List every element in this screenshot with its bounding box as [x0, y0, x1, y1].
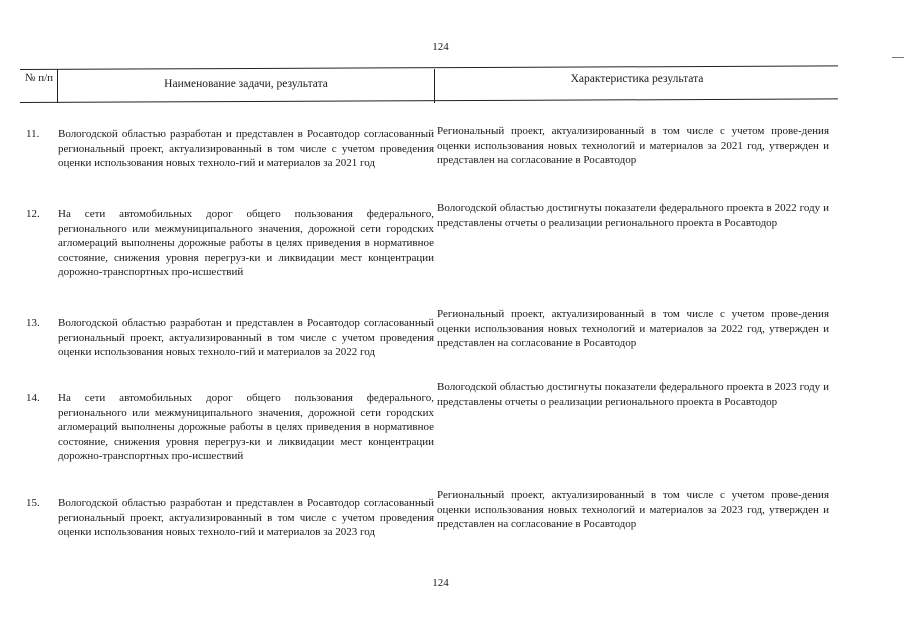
row-task-name: На сети автомобильных дорог общего пользования федерального, регионального или межмуниципального значения, дорожной сети городских агломераций выполнены дорожные работы в целях приведения в нормативное состояние, снижения уровня перегруз-ки и ликвидации мест концентрации дорожно-транспортных про-исшествий — [58, 208, 434, 279]
header-characteristic: Характеристика результата — [570, 73, 704, 85]
row-task-name: Вологодской областью разработан и представлен в Росавтодор согласованный региональный проект, актуализированный в том числе с учетом проведения оценки использования новых техноло-гий и материалов за 2022 год — [58, 317, 434, 359]
row-number: 12. — [26, 208, 40, 220]
row-characteristic: Вологодской областью достигнуты показатели федерального проекта в 2022 году и представлены отчеты о реализации регионального проекта в Росавтодор — [437, 202, 829, 229]
row-number: 15. — [26, 497, 40, 509]
row-number: 11. — [26, 128, 40, 140]
header-number: № п/п — [24, 72, 54, 84]
row-characteristic: Региональный проект, актуализированный в том числе с учетом прове-дения оценки использования новых технологий и материалов за 2023 год, утвержден и представлен на согласование в Росавтодор — [437, 489, 829, 531]
row-number: 14. — [26, 392, 40, 404]
row-number: 13. — [26, 317, 40, 329]
row-characteristic: Вологодской областью достигнуты показатели федерального проекта в 2023 году и представлены отчеты о реализации регионального проекта в Росавтодор — [437, 381, 829, 408]
row-characteristic: Региональный проект, актуализированный в том числе с учетом прове-дения оценки использования новых технологий и материалов за 2021 год, утвержден и представлен на согласование в Росавтодор — [437, 125, 829, 167]
row-task-name: Вологодской областью разработан и представлен в Росавтодор согласованный региональный проект, актуализированный в том числе с учетом проведения оценки использования новых техноло-гий и материалов за 2023 год — [58, 497, 434, 539]
page-number-top: 124 — [432, 41, 449, 53]
row-task-name: На сети автомобильных дорог общего пользования федерального, регионального или межмуниципального значения, дорожной сети городских агломераций выполнены дорожные работы в целях приведения в нормативное состояние, снижения уровня перегруз-ки и ликвидации мест концентрации дорожно-транспортных про-исшествий — [58, 392, 434, 463]
row-characteristic: Региональный проект, актуализированный в том числе с учетом прове-дения оценки использования новых технологий и материалов за 2022 год, утвержден и представлен на согласование в Росавтодор — [437, 308, 829, 350]
row-task-name: Вологодской областью разработан и представлен в Росавтодор согласованный региональный проект, актуализированный в том числе с учетом проведения оценки использования новых техноло-гий и материалов за 2021 год — [58, 128, 434, 170]
header-task-name: Наименование задачи, результата — [164, 78, 328, 90]
page-number-bottom: 124 — [432, 577, 449, 589]
